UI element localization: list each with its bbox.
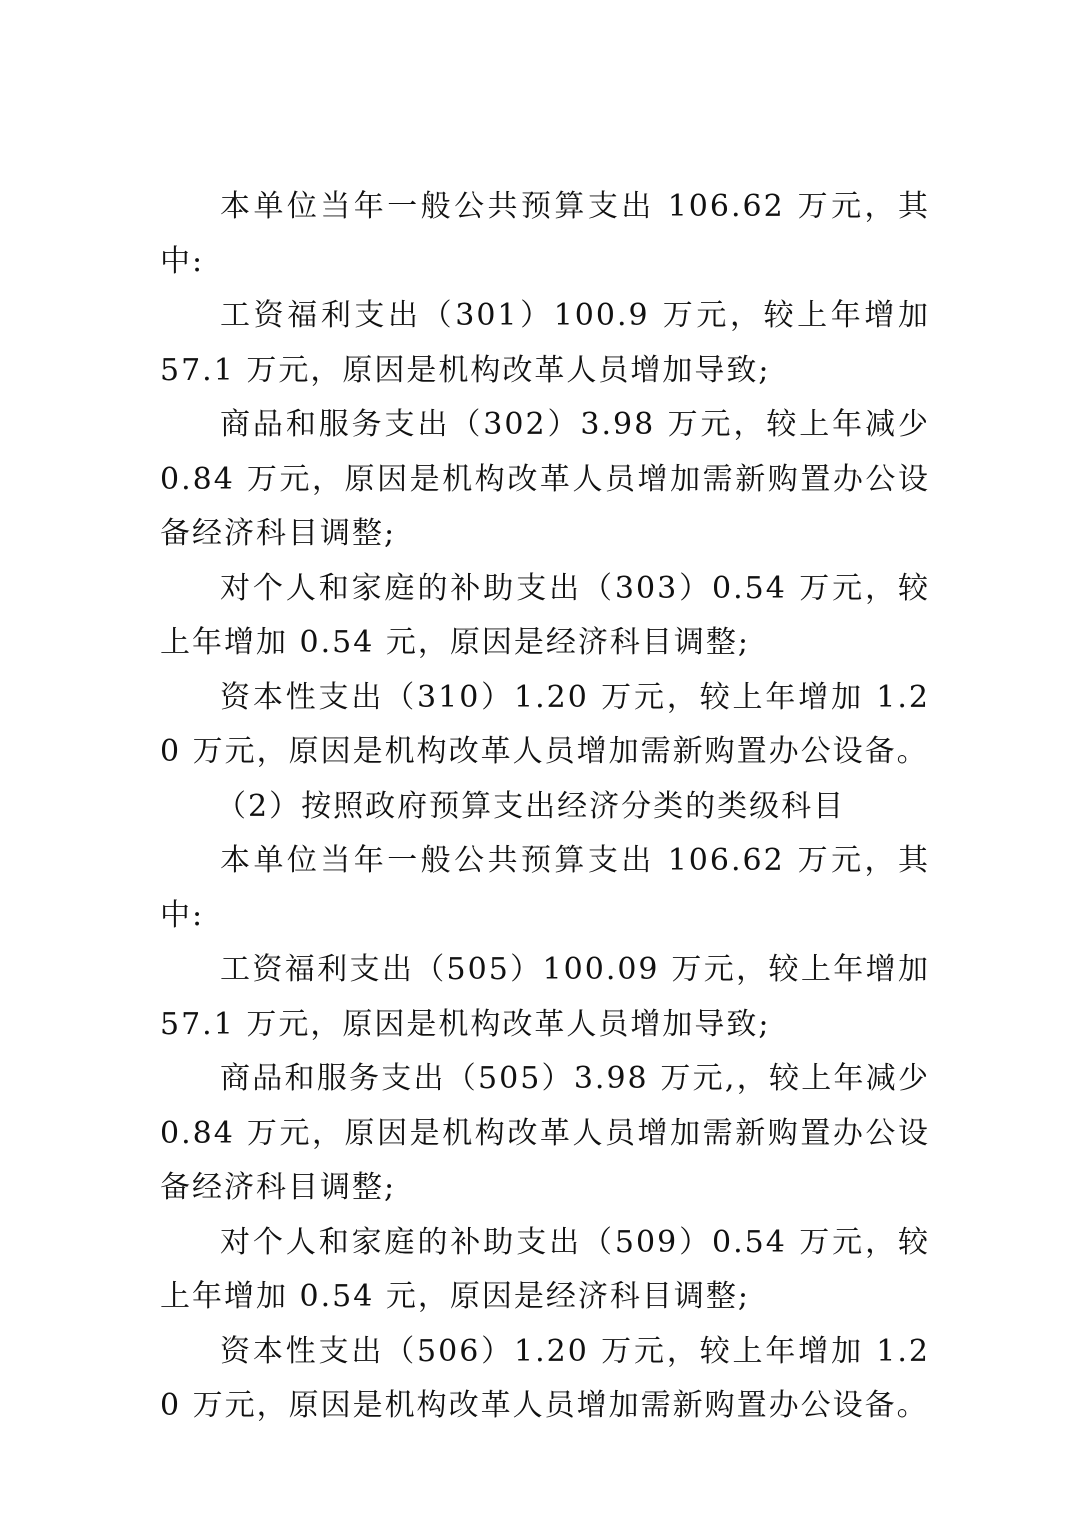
section2-item-capital: 资本性支出（506）1.20 万元，较上年增加 1.20 万元，原因是机构改革人员增加需新购置办公设备。: [160, 1333, 930, 1423]
section2-intro: 本单位当年一般公共预算支出 106.62 万元，其中:: [160, 843, 930, 933]
section1-item-goods-services: 商品和服务支出（302）3.98 万元，较上年减少 0.84 万元，原因是机构改革人员增加需新购置办公设备经济科目调整;: [160, 407, 930, 551]
section2-item-goods-services: 商品和服务支出（505）3.98 万元,，较上年减少 0.84 万元，原因是机构改革人员增加需新购置办公设备经济科目调整;: [160, 1061, 930, 1205]
section2-item-subsidies: 对个人和家庭的补助支出（509）0.54 万元，较上年增加 0.54 元，原因是经济科目调整;: [160, 1224, 930, 1314]
section1-item-capital: 资本性支出（310）1.20 万元，较上年增加 1.20 万元，原因是机构改革人员增加需新购置办公设备。: [160, 679, 930, 769]
section1-item-subsidies: 对个人和家庭的补助支出（303）0.54 万元，较上年增加 0.54 元，原因是经济科目调整;: [160, 570, 930, 660]
section1-intro: 本单位当年一般公共预算支出 106.62 万元，其中:: [160, 189, 930, 279]
section2-heading: （2）按照政府预算支出经济分类的类级科目: [216, 788, 846, 824]
section1-item-wages: 工资福利支出（301）100.9 万元，较上年增加 57.1 万元，原因是机构改革人员增加导致;: [160, 298, 930, 388]
section2-item-wages: 工资福利支出（505）100.09 万元，较上年增加 57.1 万元，原因是机构改革人员增加导致;: [160, 952, 930, 1042]
document-body: [160, 180, 930, 1434]
